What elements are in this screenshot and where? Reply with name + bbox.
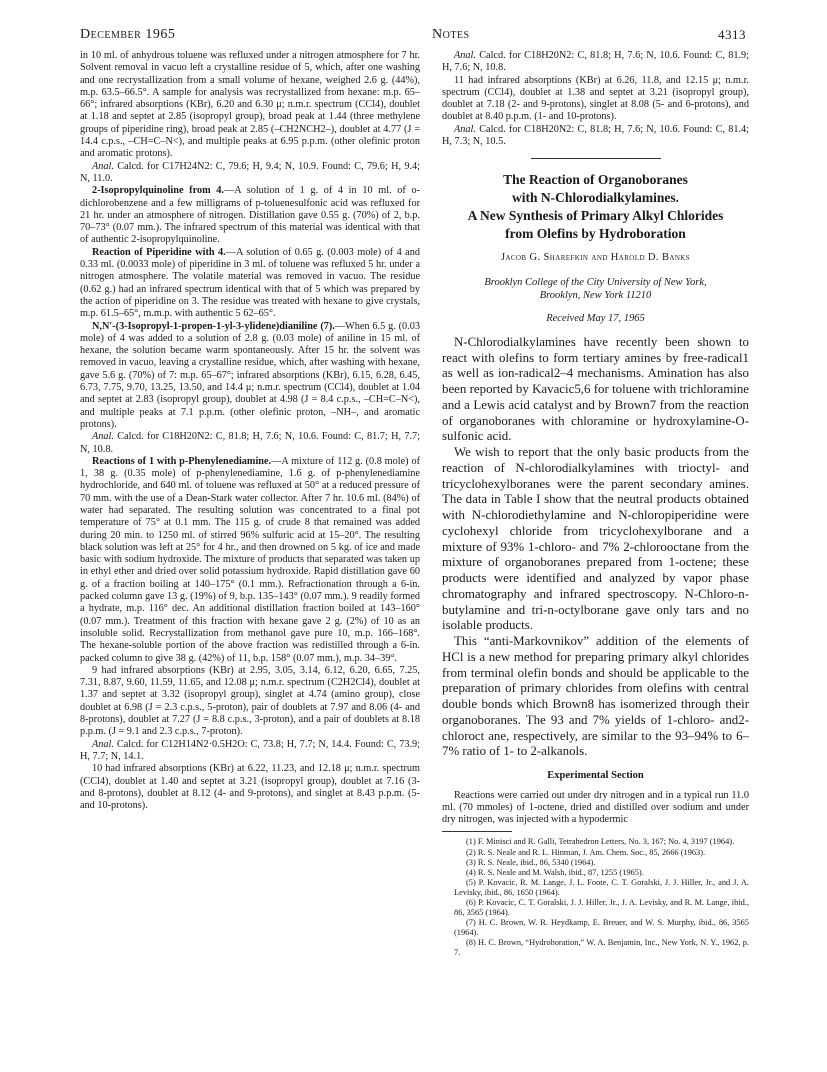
article-title-line: The Reaction of Organoboranes [503,172,688,188]
procedure-paragraph [80,321,420,432]
article-title-line: from Olefins by Hydroboration [505,226,686,242]
text-paragraph: 11 had infrared absorptions (KBr) at 6.26, 11.8, and 12.15 μ; n.m.r. spectrum (CCl4), doublet at 1.38 and septet at 3.21 (isopropyl group), doublet at 7.18 (2- and 9-protons), singlet at 8.08 (5- and 6-protons), and doublet at 8.40 p.p.m. (1- and 10-protons). [442,74,749,123]
procedure-heading: N,N′-(3-Isopropyl-1-propen-1-yl-3-ylidene)dianiline (7). [92,320,335,332]
article-body [442,335,749,760]
procedure-paragraph [80,247,420,321]
footnote: (3) R. S. Neale, ibid., 86, 5340 (1964). [466,857,596,867]
procedure-text: —When 6.5 g. (0.03 mole) of 4 was added to a solution of 2.8 g. (0.03 mole) of aniline in 15 ml. of hexane, the solution became warm spontaneously. After 15 hr. the solvent was removed in vacuo, leaving a crystalline residue, which, after washing with hexane, gave 5.6 g. (70%) of 7: m.p. 65–67°; infrared absorptions (KBr), 6.15, 6.28, 6.45, 6.73, 7.75, 9.70, 13.25, 13.50, and 14.4 μ; n.m.r. spectrum (CCl4), doublet at 1.04 and septet at 2.83 (isopropyl group), doublet at 4.98 (J = 8.4 c.p.s., –CH=C–N<), and multiple peaks at 7.1 p.p.m. (other olefinic proton, –NH–, and aromatic protons). [80,320,420,430]
body-paragraph: We wish to report that the only basic products from the reaction of N-chlorodialkylamines with trioctyl- and tricyclohexylboranes were the parent secondary amines. The data in Table I show that the neutral products obtained with N-chlorodiethylamine and N-chloropiperidine were cyclohexyl chloride from tricyclohexylborane and a mixture of 93% 1-chloro- and 7% 2-chlorooctane from the mixture of organoboranes prepared from 1-octene; these products were identified and analyzed by vapor phase chromatography and infrared spectroscopy. N-Chloro-n-butylamine and tri-n-octylborane gave only tars and no isolable products. [442,445,749,633]
page-number: 4313 [718,27,746,42]
experimental-paragraph: Reactions were carried out under dry nitrogen and in a typical run 11.0 ml. (70 mmoles) of 1-octene, dried and distilled over sodium and under dry nitrogen, was injected with a hypodermic [442,789,749,826]
analysis-paragraph [80,739,420,764]
analysis-text: Calcd. for C17H24N2: C, 79.6; H, 9.4; N, 10.9. Found: C, 79.6; H, 9.4; N, 11.0. [80,160,421,184]
footnote: (2) R. S. Neale and R. L. Hinman, J. Am. Chem. Soc., 85, 2666 (1963). [466,847,706,857]
analysis-text: Calcd. for C18H20N2: C, 81.8; H, 7.6; N, 10.6. Found: C, 81.9; H, 7.6; N, 10.8. [442,50,750,74]
footnote-divider [442,831,512,832]
article-title-line: A New Synthesis of Primary Alkyl Chlorides [467,208,724,224]
article-authors: Jacob G. Sharefkin and Harold D. Banks [500,252,691,264]
affiliation-line: Brooklyn, New York 11210 [539,289,652,301]
footnotes [442,837,749,958]
analysis-paragraph [80,161,420,186]
footnote: (1) F. Minisci and R. Galli, Tetrahedron Letters, No. 3, 167; No. 4, 3197 (1964). [466,837,735,847]
right-column [442,50,749,959]
analysis-label: Anal. [454,123,476,135]
section-divider [531,158,661,159]
procedure-text: —A solution of 0.65 g. (0.003 mole) of 4 and 0.33 ml. (0.0033 mole) of piperidine in 3 ml. of toluene was refluxed 5 hr. under a nitrogen atmosphere. The volatile material was removed in vacuo. The residue (0.62 g.) had an infrared spectrum identical with that of 5 which was prepared by the action of piperidine on 3. The residue was treated with hexane to give crystals, m.p. 61.5–65°, m.m.p. with authentic 5 62–65°. [80,246,420,320]
procedure-paragraph [80,185,420,246]
procedure-heading: 2-Isopropylquinoline from 4. [92,185,224,197]
article-title [442,171,749,243]
body-paragraph: This “anti-Markovnikov” addition of the elements of HCl is a new method for preparing primary alkyl chlorides from terminal olefin bonds and should be applicable to the preparation of primary chlorides from olefins with central double bonds which Brown8 has isomerized through their organoboranes. The 93 and 7% yields of 1-chloro- and2-chloroct ane, respectively, are similar to the 93–94% to 6–7% ratio of 1- to 2-alkanols. [442,634,749,759]
text-paragraph: in 10 ml. of anhydrous toluene was refluxed under a nitrogen atmosphere for 7 hr. Solvent removal in vacuo left a crystalline residue of 5, which, after one washing and one recrystallization from a small volume of hexane, weighed 2.6 g. (44%), m.p. 63.5–66.5°. A sample for analysis was recrystallized from hexane: m.p. 65–66°; infrared absorptions (KBr), 6.20 and 6.30 μ; n.m.r. spectrum (CCl4), doublet at 1.18 and septet at 2.85 (isopropyl group), broad peak at 1.44 (three methylene groups of piperidine ring), broad peak at 2.85 (–CH2NCH2–), doublet at 4.77 (J = 14.4 c.p.s., –CH=C–N<), and multiple peaks at 6.95 p.p.m. (other olefinic proton and aromatic protons). [80,50,420,160]
footnote: (5) P. Kovacic, R. M. Lange, J. L. Foote, C. T. Goralski, J. J. Hiller, Jr., and J. A. Levisky, ibid., 86, 1650 (1964). [454,877,749,897]
analysis-label: Anal. [92,431,114,443]
received-date: Received May 17, 1965 [546,312,645,324]
footnote: (4) R. S. Neale and M. Walsh, ibid., 87, 1255 (1965). [466,867,644,877]
procedure-heading: Reactions of 1 with p-Phenylenediamine. [92,455,272,467]
analysis-text: Calcd. for C18H20N2: C, 81.8; H, 7.6; N, 10.6. Found: C, 81.7; H, 7.7; N, 10.8. [80,431,421,455]
footnote: (6) P. Kovacic, C. T. Goralski, J. J. Hiller, Jr., J. A. Levisky, and R. M. Lange, ibid., 86, 3565 (1964). [454,897,749,918]
analysis-label: Anal. [92,160,114,172]
text-paragraph: 9 had infrared absorptions (KBr) at 2.95, 3.05, 3.14, 6.12, 6.20, 6.65, 7.25, 7.31, 8.87, 9.60, 11.59, 11.65, and 12.08 μ; n.m.r. spectrum (C2H2Cl4), doublet at 1.37 and septet at 3.32 (isopropyl group), singlet at 4.74 (amino group), close doublet at 6.98 (J = 2.3 c.p.s., 5-proton), pair of doublets at 7.97 and 8.06 (4- and 8-protons), doublet at 7.27 (J = 8.8 c.p.s., 3-proton), and a pair of doublets at 8.18 p.p.m. (J = 9.1 and 2.3 c.p.s., 7-proton). [80,664,420,738]
analysis-text: Calcd. for C12H14N2·0.5H2O: C, 73.8; H, 7.7; N, 14.4. Found: C, 73.9; H, 7.7; N, 14.1. [80,738,421,762]
article-affiliation [442,276,749,302]
footnote: (8) H. C. Brown, “Hydroboration,” W. A. Benjamin, Inc., New York, N. Y., 1962, p. 7. [454,938,749,958]
analysis-paragraph [442,50,749,75]
procedure-heading: Reaction of Piperidine with 4. [92,246,226,258]
analysis-paragraph [80,431,420,456]
procedure-text: —A solution of 1 g. of 4 in 10 ml. of o-dichlorobenzene and a few milligrams of p-toluenesulfonic acid was refluxed for 21 hr. under an atmosphere of nitrogen. Distillation gave 0.55 g. (70%) of 2, b.p. 70–73° (0.07 mm.). The infrared spectrum of this material was identical with that of authentic 2-isopropylquinoline. [80,185,420,246]
running-header-date: December 1965 [80,27,176,42]
body-paragraph: N-Chlorodialkylamines have recently been shown to react with olefins to form tertiary amines by free-radical1 as well as ion-radical2–4 mechanisms. Amination has also been reported by Kavacic5,6 for toluene with trichloramine and a Lewis acid catalyst and by Brown7 from the reaction of organoboranes with chloramine or hydroxylamine-O-sulfonic acid. [442,334,749,444]
article-title-line: with N-Chlorodialkylamines. [511,190,680,206]
analysis-label: Anal. [454,50,476,61]
procedure-paragraph [80,456,420,665]
procedure-text: —A mixture of 112 g. (0.8 mole) of 1, 38 g. (0.35 mole) of p-phenylenediamine, 1.6 g. of p-phenylenediamine hydrochloride, and 640 ml. of toluene was refluxed at 50° at a reduced pressure of 70 mm. with the use of a Dean-Stark water collector. After 7 hr. 10.6 ml. (84%) of water had separated. The resulting solution was concentrated to a final pot temperature of 75° at 0.1 mm. The 115 g. of crude 8 that remained was added during 20 min. to 1250 ml. of stirred 96% sulfuric acid at 15–20°. The resulting black solution was left at 25° for 4 hr., and then drowned on 5 kg. of ice and made basic with sodium hydroxide. The mixture of products that separated was taken up in ethyl ether and dried over solid potassium hydroxide. Rapid distillation gave 60 g. of a fraction boiling at 140–175° (0.1 mm.). Refractionation through a 6-in. packed column gave 13 g. (19%) of 9, b.p. 135–143° (0.07 mm.). 9 readily formed a hydrate, m.p. 116° dec. An additional distillation fraction boiled at 143–160° (0.07 mm.). Treatment of this fraction with hexane gave 2 g. (2%) of 10 as an insoluble solid. Recrystallization from methanol gave pure 10, m.p. 166–168°. The hexane-soluble portion of the above fraction was redistilled through a 6-in. packed column to give 38 g. (42%) of 11, b.p. 158° (0.07 mm.), m.p. 34–39°. [80,455,420,664]
left-column [80,50,420,812]
analysis-paragraph [442,124,749,149]
right-column-continuation [442,50,749,148]
experimental-heading: Experimental Section [547,770,644,782]
running-header-section: Notes [432,27,470,42]
affiliation-line: Brooklyn College of the City University of New York, [484,276,707,288]
analysis-label: Anal. [92,738,114,750]
footnote: (7) H. C. Brown, W. R. Heydkamp, E. Breuer, and W. S. Murphy, ibid., 86, 3565 (1964). [454,918,749,938]
analysis-text: Calcd. for C18H20N2: C, 81.8; H, 7.6; N, 10.6. Found: C, 81.4; H, 7.3; N, 10.5. [442,123,750,148]
text-paragraph: 10 had infrared absorptions (KBr) at 6.22, 11.23, and 12.18 μ; n.m.r. spectrum (CCl4), doublet at 1.40 and septet at 3.21 (isopropyl group), doublet at 7.16 (3- and 8-protons), doublet at 8.12 (4- and 9-protons), and singlet at 8.43 p.p.m. (5- and 10-protons). [80,763,420,812]
